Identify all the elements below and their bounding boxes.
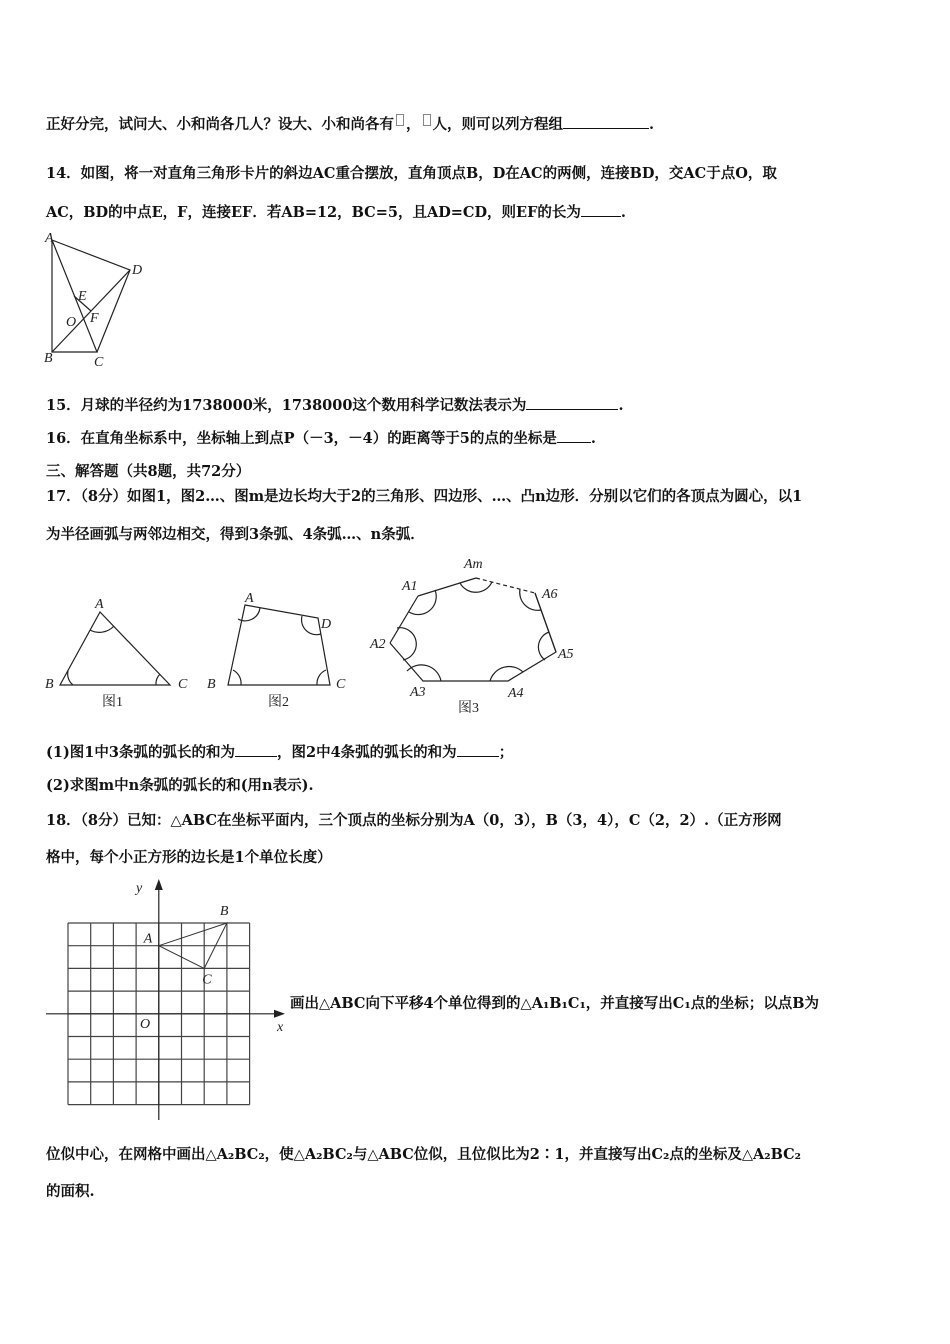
q16-line	[46, 428, 596, 449]
missing-glyph-icon	[396, 114, 404, 126]
fig3-label: A3	[410, 685, 426, 700]
label-A: A	[143, 931, 153, 947]
x-axis-arrow-icon	[274, 1010, 285, 1018]
fig3-label: A4	[508, 686, 524, 701]
y-axis-arrow-icon	[155, 879, 163, 890]
label-C: C	[94, 355, 104, 370]
answer-blank[interactable]	[235, 742, 277, 757]
q16-text: 16．在直角坐标系中，坐标轴上到点P（－3，－4）的距离等于5的点的坐标是	[46, 430, 557, 447]
label-B: B	[44, 351, 53, 366]
coordinate-grid	[40, 875, 290, 1130]
q16-end: .	[590, 430, 596, 447]
q14-text: AC，BD的中点E，F，连接EF．若AB=12，BC=5，且AD=CD，则EF的长为	[46, 204, 581, 221]
q13-text: 正好分完，试问大、小和尚各几人？设大、小和尚各有	[46, 116, 394, 133]
q17-part1	[46, 742, 513, 763]
q14-line2	[46, 202, 626, 223]
fig1-label-A: A	[95, 597, 104, 612]
q15-text: 15．月球的半径约为1738000米，1738000这个数用科学记数法表示为	[46, 397, 527, 414]
label-D: D	[132, 263, 143, 278]
q13-line	[46, 114, 654, 135]
fig3-label: A6	[542, 587, 558, 602]
q14-end: .	[620, 204, 626, 221]
q14-line1: 14．如图，将一对直角三角形卡片的斜边AC重合摆放，直角顶点B，D在AC的两侧，连接BD，交AC于点O，取	[46, 165, 777, 182]
x-axis-label: x	[277, 1020, 284, 1035]
label-A: A	[45, 231, 54, 246]
fig2-label-A: A	[245, 591, 254, 606]
q13-sep: ，	[406, 116, 421, 133]
fig3-label: Am	[464, 557, 483, 572]
fig3-caption: 图3	[458, 701, 479, 716]
answer-blank[interactable]	[526, 395, 618, 410]
q18-line1: 18．（8分）已知：△ABC在坐标平面内，三个顶点的坐标分别为A（0，3），B（3，4），C（2，2）.（正方形网	[46, 812, 782, 829]
fig3-label: A2	[370, 637, 386, 652]
q15-line	[46, 395, 624, 416]
q17-line2: 为半径画弧与两邻边相交，得到3条弧、4条弧…、n条弧．	[46, 526, 425, 543]
q13-end: .	[649, 116, 655, 133]
q17-p1-text-b: ，图2中4条弧的弧长的和为	[277, 744, 457, 761]
label-B: B	[219, 904, 229, 919]
q18-line3: 画出△ABC向下平移4个单位得到的△A₁B₁C₁，并直接写出C₁点的坐标；以点B为	[290, 995, 819, 1012]
q13-text-b: 人，则可以列方程组	[432, 116, 563, 133]
answer-blank[interactable]	[557, 428, 591, 443]
q14-figure	[40, 228, 150, 370]
q18-line4: 位似中心，在网格中画出△A₂BC₂，使△A₂BC₂与△ABC位似，且位似比为2∶1，并直接写出C₂点的坐标及△A₂BC₂	[46, 1146, 802, 1163]
q18-line2: 格中，每个小正方形的边长是1个单位长度）	[46, 849, 332, 866]
label-C: C	[202, 972, 212, 988]
answer-blank[interactable]	[581, 202, 621, 217]
fig2-label-B: B	[207, 677, 216, 692]
q17-part2: (2)求图m中n条弧的弧长的和(用n表示).	[46, 777, 314, 794]
q17-figures	[40, 557, 600, 725]
label-E: E	[78, 289, 87, 304]
label-O: O	[66, 315, 77, 330]
fig3-label: A5	[558, 647, 574, 662]
q17-p1-text: (1)图1中3条弧的弧长的和为	[46, 744, 235, 761]
q17-p1-end: ；	[498, 744, 514, 761]
fig1-caption: 图1	[102, 695, 123, 710]
fig3-label: A1	[402, 579, 418, 594]
y-axis-label: y	[136, 881, 143, 896]
origin-label: O	[140, 1017, 151, 1032]
section-heading: 三、解答题（共8题，共72分）	[46, 463, 251, 480]
answer-blank[interactable]	[457, 742, 499, 757]
q18-line5: 的面积.	[46, 1183, 95, 1200]
q17-line1: 17．（8分）如图1，图2…、图m是边长均大于2的三角形、四边形、…、凸n边形．分别以它们的各顶点为圆心，以1	[46, 488, 803, 505]
answer-blank[interactable]	[563, 114, 649, 129]
missing-glyph-icon	[423, 114, 431, 126]
fig1-label-C: C	[178, 677, 188, 692]
q15-end: .	[618, 397, 624, 414]
fig2-label-C: C	[336, 677, 346, 692]
fig2-caption: 图2	[268, 695, 289, 710]
fig1-label-B: B	[45, 677, 54, 692]
fig2-label-D: D	[321, 617, 332, 632]
label-F: F	[90, 311, 99, 326]
